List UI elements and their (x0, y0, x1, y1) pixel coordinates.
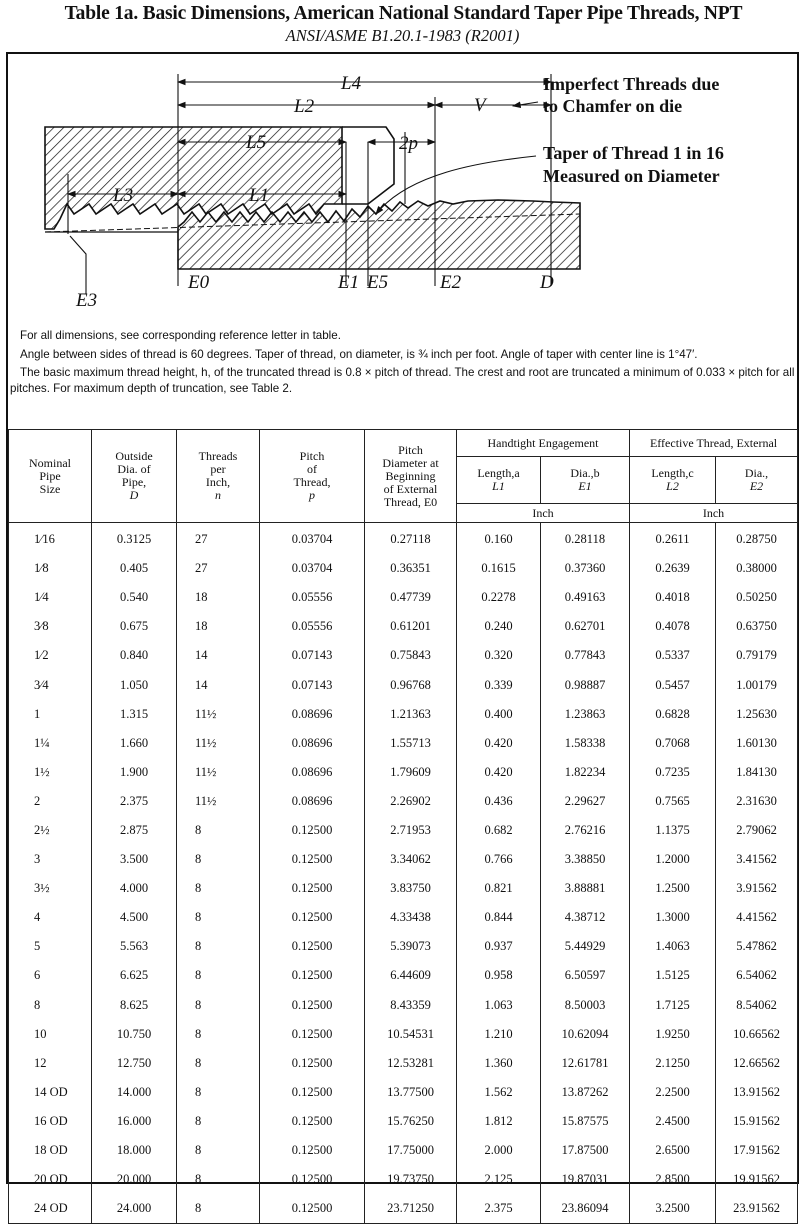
cell-dia-e2: 0.38000 (716, 554, 798, 583)
label-L1: L1 (249, 185, 270, 206)
cell-outside-dia: 0.675 (92, 612, 177, 641)
cell-dia-e1: 15.87575 (541, 1107, 630, 1136)
cell-pitch-diameter: 8.43359 (365, 991, 457, 1020)
table-row (9, 932, 798, 961)
label-L2: L2 (294, 96, 315, 117)
cell-outside-dia: 4.000 (92, 874, 177, 903)
cell-dia-e2: 17.91562 (716, 1136, 798, 1165)
group-handtight: Handtight Engagement (457, 430, 630, 457)
cell-length-l1: 1.210 (457, 1020, 541, 1049)
table-row (9, 903, 798, 932)
cell-dia-e1: 1.23863 (541, 700, 630, 729)
cell-length-l1: 2.125 (457, 1165, 541, 1194)
cell-threads-per-inch: 8 (177, 1165, 260, 1194)
table-row (9, 1194, 798, 1224)
cell-pitch: 0.12500 (260, 961, 365, 990)
cell-length-l2: 2.1250 (630, 1049, 716, 1078)
cell-nominal-size: 1 (9, 700, 92, 729)
cell-nominal-size: 3 (9, 845, 92, 874)
group-effective: Effective Thread, External (630, 430, 798, 457)
label-E1: E1 (338, 272, 360, 293)
cell-dia-e2: 0.79179 (716, 641, 798, 670)
cell-pitch: 0.07143 (260, 641, 365, 670)
cell-outside-dia: 0.3125 (92, 523, 177, 555)
table-row (9, 1136, 798, 1165)
cell-nominal-size: 3⁄8 (9, 612, 92, 641)
table-row (9, 1049, 798, 1078)
cell-outside-dia: 1.315 (92, 700, 177, 729)
col-length-L2: Length,c L2 (630, 457, 716, 504)
cell-dia-e2: 3.41562 (716, 845, 798, 874)
col-pitch-diameter: Pitch Diameter at Beginning of External Thread, E0 (365, 430, 457, 523)
table-row (9, 787, 798, 816)
callout-taper-line1: Taper of Thread 1 in 16 (543, 143, 724, 163)
cell-length-l2: 1.5125 (630, 961, 716, 990)
cell-length-l2: 3.2500 (630, 1194, 716, 1224)
table-row (9, 670, 798, 699)
cell-pitch: 0.12500 (260, 932, 365, 961)
cell-outside-dia: 16.000 (92, 1107, 177, 1136)
cell-length-l2: 0.7235 (630, 758, 716, 787)
cell-dia-e2: 5.47862 (716, 932, 798, 961)
cell-dia-e1: 1.82234 (541, 758, 630, 787)
cell-dia-e2: 3.91562 (716, 874, 798, 903)
cell-threads-per-inch: 14 (177, 670, 260, 699)
col-threads-per-inch: Threads per Inch, n (177, 430, 260, 523)
cell-length-l2: 1.9250 (630, 1020, 716, 1049)
cell-pitch-diameter: 2.71953 (365, 816, 457, 845)
cell-length-l1: 0.821 (457, 874, 541, 903)
col-outside-dia: Outside Dia. of Pipe, D (92, 430, 177, 523)
label-V: V (474, 95, 486, 116)
cell-nominal-size: 1⁄4 (9, 583, 92, 612)
cell-dia-e2: 1.00179 (716, 670, 798, 699)
table-row (9, 816, 798, 845)
table-row (9, 641, 798, 670)
cell-outside-dia: 12.750 (92, 1049, 177, 1078)
cell-length-l2: 1.2000 (630, 845, 716, 874)
cell-threads-per-inch: 27 (177, 554, 260, 583)
cell-pitch-diameter: 1.79609 (365, 758, 457, 787)
cell-length-l2: 1.1375 (630, 816, 716, 845)
cell-nominal-size: 14 OD (9, 1078, 92, 1107)
cell-dia-e1: 13.87262 (541, 1078, 630, 1107)
cell-pitch: 0.12500 (260, 1078, 365, 1107)
cell-pitch-diameter: 3.83750 (365, 874, 457, 903)
cell-length-l1: 0.420 (457, 729, 541, 758)
cell-pitch: 0.12500 (260, 903, 365, 932)
cell-pitch: 0.05556 (260, 612, 365, 641)
cell-pitch-diameter: 1.55713 (365, 729, 457, 758)
cell-dia-e2: 0.28750 (716, 523, 798, 555)
cell-dia-e1: 4.38712 (541, 903, 630, 932)
cell-threads-per-inch: 18 (177, 612, 260, 641)
cell-pitch-diameter: 13.77500 (365, 1078, 457, 1107)
table-row (9, 874, 798, 903)
cell-dia-e1: 0.62701 (541, 612, 630, 641)
label-E0: E0 (188, 272, 210, 293)
cell-nominal-size: 16 OD (9, 1107, 92, 1136)
cell-dia-e1: 12.61781 (541, 1049, 630, 1078)
cell-pitch: 0.12500 (260, 991, 365, 1020)
cell-length-l1: 0.400 (457, 700, 541, 729)
cell-dia-e2: 1.60130 (716, 729, 798, 758)
cell-threads-per-inch: 18 (177, 583, 260, 612)
table-row (9, 1165, 798, 1194)
cell-threads-per-inch: 8 (177, 1107, 260, 1136)
cell-dia-e2: 6.54062 (716, 961, 798, 990)
cell-dia-e1: 5.44929 (541, 932, 630, 961)
cell-dia-e2: 15.91562 (716, 1107, 798, 1136)
cell-nominal-size: 1⁄16 (9, 523, 92, 555)
cell-pitch-diameter: 10.54531 (365, 1020, 457, 1049)
table-row (9, 523, 798, 555)
cell-length-l2: 0.5457 (630, 670, 716, 699)
cell-threads-per-inch: 27 (177, 523, 260, 555)
cell-nominal-size: 3⁄4 (9, 670, 92, 699)
cell-pitch: 0.08696 (260, 729, 365, 758)
cell-dia-e2: 19.91562 (716, 1165, 798, 1194)
table-row (9, 845, 798, 874)
cell-length-l1: 0.958 (457, 961, 541, 990)
note-truncation: The basic maximum thread height, h, of the truncated thread is 0.8 × pitch of thread. The crest and root are truncated a minimum of 0.033 × pitch for all pitches. For maximum depth of truncation, see Table 2. (10, 366, 795, 395)
cell-pitch-diameter: 1.21363 (365, 700, 457, 729)
cell-nominal-size: 1⁄2 (9, 641, 92, 670)
cell-pitch-diameter: 23.71250 (365, 1194, 457, 1224)
cell-length-l1: 2.000 (457, 1136, 541, 1165)
cell-pitch-diameter: 0.36351 (365, 554, 457, 583)
cell-outside-dia: 5.563 (92, 932, 177, 961)
cell-length-l1: 0.682 (457, 816, 541, 845)
cell-length-l1: 0.240 (457, 612, 541, 641)
table-row (9, 729, 798, 758)
cell-nominal-size: 6 (9, 961, 92, 990)
cell-outside-dia: 1.900 (92, 758, 177, 787)
cell-length-l2: 1.4063 (630, 932, 716, 961)
cell-length-l1: 0.339 (457, 670, 541, 699)
cell-length-l2: 1.7125 (630, 991, 716, 1020)
cell-outside-dia: 6.625 (92, 961, 177, 990)
table-title: Table 1a. Basic Dimensions, American National Standard Taper Pipe Threads, NPT (64, 3, 743, 24)
cell-dia-e1: 2.29627 (541, 787, 630, 816)
label-E5: E5 (367, 272, 389, 293)
cell-length-l1: 1.063 (457, 991, 541, 1020)
table-row (9, 1078, 798, 1107)
cell-outside-dia: 8.625 (92, 991, 177, 1020)
thread-diagram (8, 54, 797, 324)
col-nominal-size: Nominal Pipe Size (9, 430, 92, 523)
cell-pitch-diameter: 3.34062 (365, 845, 457, 874)
cell-pitch: 0.05556 (260, 583, 365, 612)
cell-threads-per-inch: 8 (177, 874, 260, 903)
cell-length-l2: 0.2611 (630, 523, 716, 555)
cell-pitch: 0.12500 (260, 1136, 365, 1165)
cell-dia-e2: 10.66562 (716, 1020, 798, 1049)
cell-pitch-diameter: 5.39073 (365, 932, 457, 961)
cell-threads-per-inch: 8 (177, 816, 260, 845)
cell-dia-e1: 0.49163 (541, 583, 630, 612)
cell-length-l2: 2.8500 (630, 1165, 716, 1194)
cell-dia-e2: 0.50250 (716, 583, 798, 612)
cell-pitch: 0.12500 (260, 1049, 365, 1078)
cell-dia-e2: 2.31630 (716, 787, 798, 816)
cell-threads-per-inch: 8 (177, 1136, 260, 1165)
cell-length-l1: 0.420 (457, 758, 541, 787)
cell-length-l2: 1.2500 (630, 874, 716, 903)
standard-subtitle: ANSI/ASME B1.20.1-1983 (R2001) (285, 26, 520, 45)
cell-length-l2: 0.7565 (630, 787, 716, 816)
cell-dia-e1: 19.87031 (541, 1165, 630, 1194)
cell-nominal-size: 2 (9, 787, 92, 816)
callout-taper-line2: Measured on Diameter (543, 166, 720, 186)
dimensions-table (8, 429, 798, 1224)
cell-threads-per-inch: 11½ (177, 758, 260, 787)
label-L3: L3 (113, 185, 134, 206)
cell-length-l1: 0.937 (457, 932, 541, 961)
cell-pitch: 0.08696 (260, 700, 365, 729)
table-row (9, 583, 798, 612)
cell-pitch-diameter: 12.53281 (365, 1049, 457, 1078)
cell-outside-dia: 2.375 (92, 787, 177, 816)
notes-block (10, 328, 796, 399)
cell-dia-e2: 2.79062 (716, 816, 798, 845)
cell-dia-e1: 0.37360 (541, 554, 630, 583)
cell-outside-dia: 0.840 (92, 641, 177, 670)
cell-outside-dia: 20.000 (92, 1165, 177, 1194)
cell-length-l2: 0.2639 (630, 554, 716, 583)
cell-pitch: 0.12500 (260, 845, 365, 874)
cell-threads-per-inch: 11½ (177, 700, 260, 729)
cell-threads-per-inch: 8 (177, 1020, 260, 1049)
table-row (9, 700, 798, 729)
cell-pitch: 0.12500 (260, 1194, 365, 1224)
cell-dia-e1: 6.50597 (541, 961, 630, 990)
label-E2: E2 (440, 272, 462, 293)
cell-pitch: 0.08696 (260, 758, 365, 787)
cell-threads-per-inch: 8 (177, 991, 260, 1020)
cell-nominal-size: 3½ (9, 874, 92, 903)
cell-length-l1: 1.562 (457, 1078, 541, 1107)
cell-pitch-diameter: 19.73750 (365, 1165, 457, 1194)
cell-dia-e2: 1.25630 (716, 700, 798, 729)
cell-length-l2: 2.6500 (630, 1136, 716, 1165)
cell-pitch-diameter: 2.26902 (365, 787, 457, 816)
label-L5: L5 (246, 132, 267, 153)
cell-pitch-diameter: 0.96768 (365, 670, 457, 699)
col-dia-E2: Dia., E2 (716, 457, 798, 504)
cell-nominal-size: 1⁄8 (9, 554, 92, 583)
cell-length-l1: 0.320 (457, 641, 541, 670)
cell-threads-per-inch: 11½ (177, 787, 260, 816)
cell-length-l1: 0.2278 (457, 583, 541, 612)
cell-dia-e1: 0.28118 (541, 523, 630, 555)
cell-pitch: 0.12500 (260, 1107, 365, 1136)
cell-pitch: 0.12500 (260, 874, 365, 903)
cell-outside-dia: 2.875 (92, 816, 177, 845)
table-row (9, 961, 798, 990)
label-2p: 2p (399, 133, 418, 154)
cell-outside-dia: 14.000 (92, 1078, 177, 1107)
cell-pitch-diameter: 0.27118 (365, 523, 457, 555)
cell-outside-dia: 1.660 (92, 729, 177, 758)
cell-outside-dia: 24.000 (92, 1194, 177, 1224)
cell-pitch: 0.03704 (260, 523, 365, 555)
cell-pitch: 0.08696 (260, 787, 365, 816)
cell-outside-dia: 18.000 (92, 1136, 177, 1165)
cell-dia-e2: 1.84130 (716, 758, 798, 787)
cell-nominal-size: 20 OD (9, 1165, 92, 1194)
cell-dia-e2: 8.54062 (716, 991, 798, 1020)
cell-threads-per-inch: 8 (177, 961, 260, 990)
cell-dia-e1: 10.62094 (541, 1020, 630, 1049)
cell-outside-dia: 1.050 (92, 670, 177, 699)
cell-length-l2: 0.7068 (630, 729, 716, 758)
cell-pitch-diameter: 0.61201 (365, 612, 457, 641)
table-row (9, 612, 798, 641)
cell-pitch: 0.12500 (260, 816, 365, 845)
table-row (9, 1020, 798, 1049)
cell-threads-per-inch: 8 (177, 1078, 260, 1107)
cell-length-l1: 1.812 (457, 1107, 541, 1136)
cell-pitch: 0.12500 (260, 1165, 365, 1194)
label-L4: L4 (341, 73, 362, 94)
col-dia-E1: Dia.,b E1 (541, 457, 630, 504)
cell-outside-dia: 4.500 (92, 903, 177, 932)
table-row (9, 991, 798, 1020)
cell-outside-dia: 10.750 (92, 1020, 177, 1049)
cell-threads-per-inch: 14 (177, 641, 260, 670)
cell-threads-per-inch: 8 (177, 845, 260, 874)
cell-dia-e1: 23.86094 (541, 1194, 630, 1224)
cell-dia-e2: 23.91562 (716, 1194, 798, 1224)
label-E3: E3 (76, 290, 98, 311)
note-angle: Angle between sides of thread is 60 degrees. Taper of thread, on diameter, is ¾ inch per foot. Angle of taper with center line is 1°47′. (20, 348, 698, 361)
cell-pitch-diameter: 4.33438 (365, 903, 457, 932)
table-row (9, 554, 798, 583)
label-D: D (540, 272, 554, 293)
cell-length-l1: 0.160 (457, 523, 541, 555)
cell-dia-e2: 4.41562 (716, 903, 798, 932)
cell-dia-e1: 3.38850 (541, 845, 630, 874)
cell-nominal-size: 4 (9, 903, 92, 932)
cell-dia-e1: 17.87500 (541, 1136, 630, 1165)
cell-length-l2: 0.5337 (630, 641, 716, 670)
cell-length-l1: 0.436 (457, 787, 541, 816)
cell-pitch-diameter: 0.47739 (365, 583, 457, 612)
cell-length-l1: 0.1615 (457, 554, 541, 583)
cell-nominal-size: 8 (9, 991, 92, 1020)
cell-pitch: 0.12500 (260, 1020, 365, 1049)
cell-nominal-size: 1¼ (9, 729, 92, 758)
cell-nominal-size: 24 OD (9, 1194, 92, 1224)
cell-pitch: 0.07143 (260, 670, 365, 699)
cell-threads-per-inch: 8 (177, 1049, 260, 1078)
cell-outside-dia: 0.540 (92, 583, 177, 612)
cell-pitch-diameter: 17.75000 (365, 1136, 457, 1165)
cell-outside-dia: 0.405 (92, 554, 177, 583)
cell-length-l2: 0.6828 (630, 700, 716, 729)
cell-dia-e1: 3.88881 (541, 874, 630, 903)
cell-nominal-size: 1½ (9, 758, 92, 787)
cell-pitch-diameter: 15.76250 (365, 1107, 457, 1136)
table-row (9, 758, 798, 787)
callout-chamfer-line1: Imperfect Threads due (543, 74, 720, 94)
cell-pitch-diameter: 0.75843 (365, 641, 457, 670)
cell-dia-e2: 12.66562 (716, 1049, 798, 1078)
cell-outside-dia: 3.500 (92, 845, 177, 874)
cell-dia-e2: 13.91562 (716, 1078, 798, 1107)
cell-length-l1: 0.844 (457, 903, 541, 932)
col-length-L1: Length,a L1 (457, 457, 541, 504)
note-reference: For all dimensions, see corresponding reference letter in table. (20, 329, 341, 342)
unit-inch-effective: Inch (630, 504, 798, 523)
cell-dia-e1: 0.98887 (541, 670, 630, 699)
cell-pitch-diameter: 6.44609 (365, 961, 457, 990)
cell-nominal-size: 10 (9, 1020, 92, 1049)
cell-length-l2: 0.4018 (630, 583, 716, 612)
cell-length-l2: 0.4078 (630, 612, 716, 641)
cell-length-l1: 1.360 (457, 1049, 541, 1078)
cell-pitch: 0.03704 (260, 554, 365, 583)
cell-length-l2: 1.3000 (630, 903, 716, 932)
cell-nominal-size: 5 (9, 932, 92, 961)
col-pitch: Pitch of Thread, p (260, 430, 365, 523)
cell-length-l1: 0.766 (457, 845, 541, 874)
unit-inch-handtight: Inch (457, 504, 630, 523)
cell-dia-e1: 1.58338 (541, 729, 630, 758)
cell-nominal-size: 12 (9, 1049, 92, 1078)
cell-length-l2: 2.2500 (630, 1078, 716, 1107)
cell-threads-per-inch: 8 (177, 903, 260, 932)
cell-threads-per-inch: 8 (177, 932, 260, 961)
callout-chamfer-line2: to Chamfer on die (543, 96, 683, 116)
cell-nominal-size: 2½ (9, 816, 92, 845)
cell-threads-per-inch: 8 (177, 1194, 260, 1224)
cell-dia-e1: 2.76216 (541, 816, 630, 845)
cell-dia-e1: 8.50003 (541, 991, 630, 1020)
table-row (9, 1107, 798, 1136)
cell-threads-per-inch: 11½ (177, 729, 260, 758)
cell-length-l1: 2.375 (457, 1194, 541, 1224)
cell-dia-e2: 0.63750 (716, 612, 798, 641)
cell-nominal-size: 18 OD (9, 1136, 92, 1165)
cell-dia-e1: 0.77843 (541, 641, 630, 670)
cell-length-l2: 2.4500 (630, 1107, 716, 1136)
